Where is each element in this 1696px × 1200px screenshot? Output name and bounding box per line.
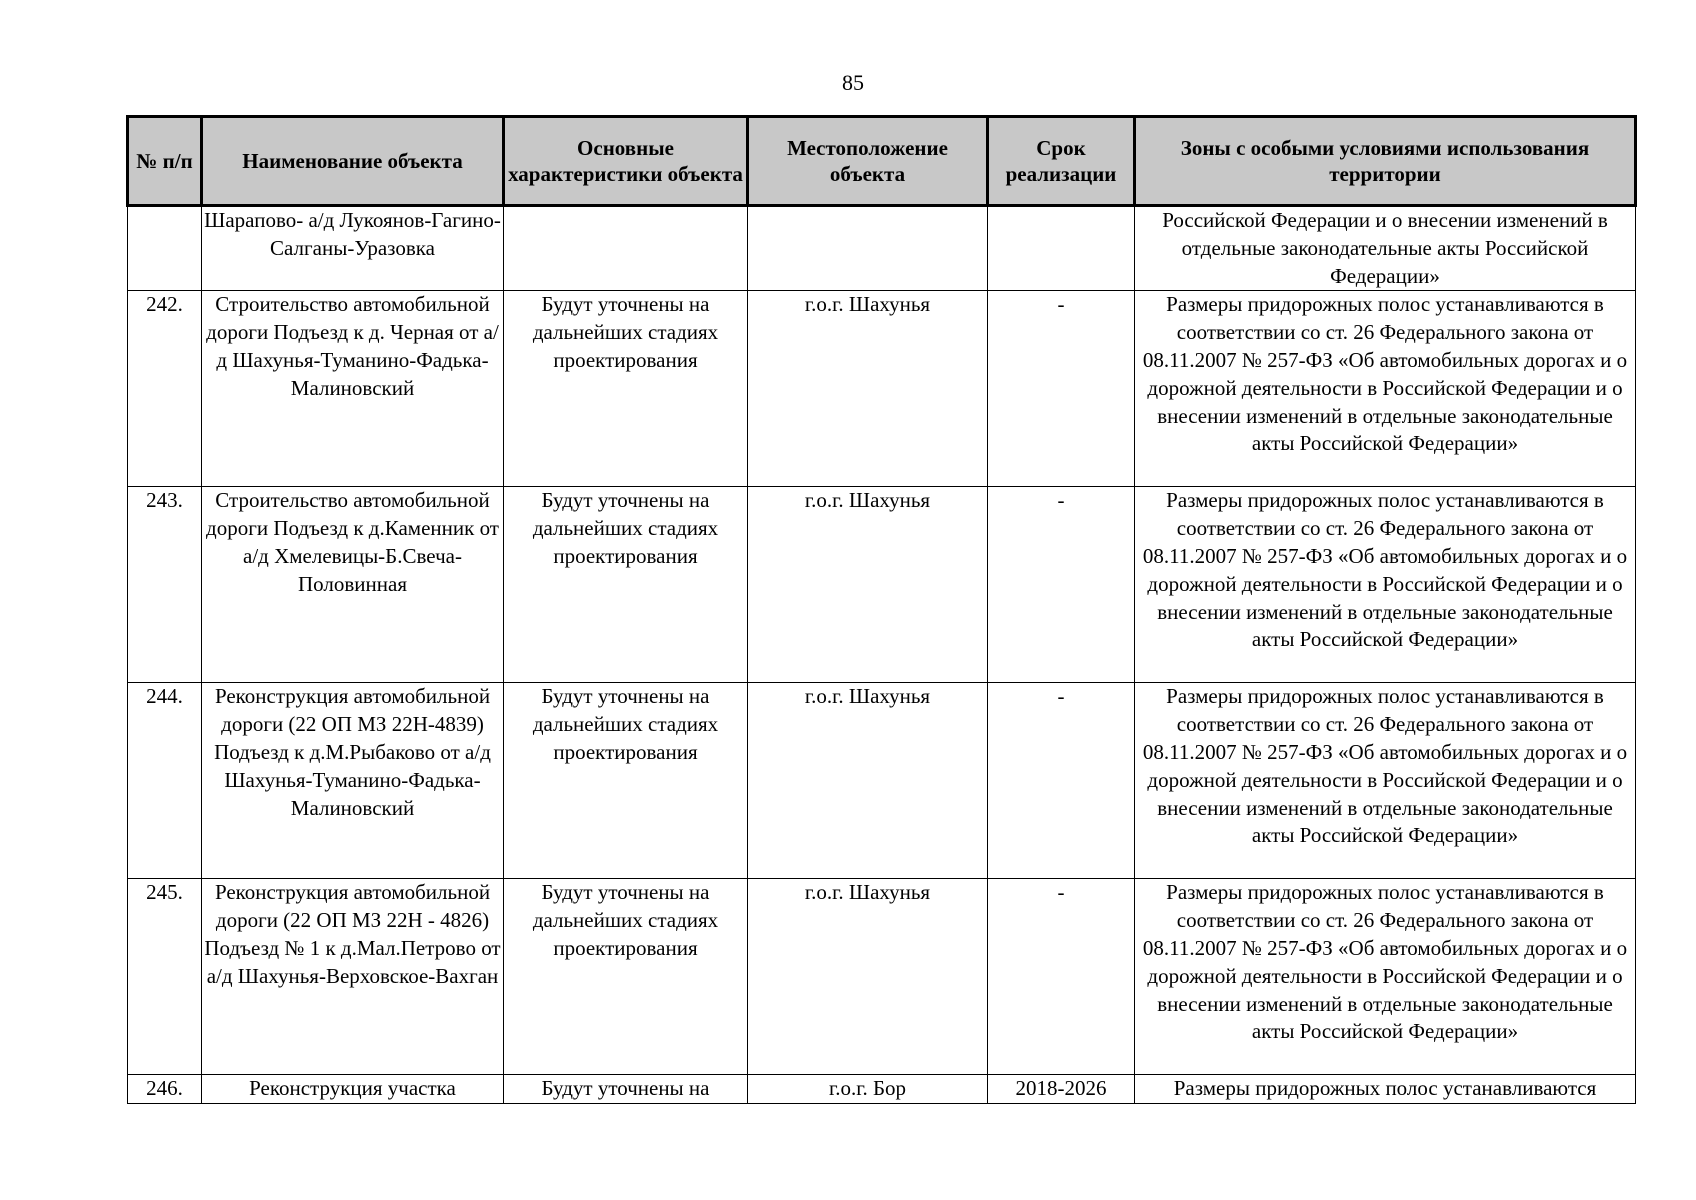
cell-num: 246. xyxy=(128,1075,202,1104)
cell-characteristics: Будут уточнены на дальнейших стадиях проектирования xyxy=(504,291,748,487)
header-term: Срок реализации xyxy=(988,117,1135,206)
cell-location: г.о.г. Шахунья xyxy=(748,487,988,683)
cell-name: Строительство автомобильной дороги Подъезд к д.Каменник от а/д Хмелевицы-Б.Свеча-Половинная xyxy=(202,487,504,683)
cell-term: 2018-2026 xyxy=(988,1075,1135,1104)
cell-location: г.о.г. Шахунья xyxy=(748,291,988,487)
table-row xyxy=(128,683,1636,879)
cell-num xyxy=(128,206,202,291)
cell-name: Шарапово- а/д Лукоянов-Гагино- Салганы-Уразовка xyxy=(202,206,504,291)
header-characteristics: Основные характеристики объекта xyxy=(504,117,748,206)
cell-characteristics: Будут уточнены на дальнейших стадиях проектирования xyxy=(504,487,748,683)
cell-term: - xyxy=(988,487,1135,683)
table-header-row xyxy=(128,117,1636,206)
header-num: № п/п xyxy=(128,117,202,206)
cell-num: 243. xyxy=(128,487,202,683)
cell-term xyxy=(988,206,1135,291)
cell-characteristics: Будут уточнены на xyxy=(504,1075,748,1104)
table-row xyxy=(128,1075,1636,1104)
cell-name: Строительство автомобильной дороги Подъезд к д. Черная от а/д Шахунья-Туманино-Фадька- Малиновский xyxy=(202,291,504,487)
header-location: Местоположение объекта xyxy=(748,117,988,206)
cell-num: 244. xyxy=(128,683,202,879)
cell-num: 245. xyxy=(128,879,202,1075)
cell-characteristics xyxy=(504,206,748,291)
cell-term: - xyxy=(988,879,1135,1075)
cell-name: Реконструкция автомобильной дороги (22 ОП МЗ 22Н-4839) Подъезд к д.М.Рыбаково от а/д Шахунья-Туманино-Фадька-Малиновский xyxy=(202,683,504,879)
cell-term: - xyxy=(988,291,1135,487)
table-row xyxy=(128,879,1636,1075)
objects-table xyxy=(126,115,1637,1104)
cell-zones: Российской Федерации и о внесении изменений в отдельные законодательные акты Российской Федерации» xyxy=(1135,206,1636,291)
cell-location xyxy=(748,206,988,291)
cell-characteristics: Будут уточнены на дальнейших стадиях проектирования xyxy=(504,879,748,1075)
cell-name: Реконструкция участка xyxy=(202,1075,504,1104)
table-row xyxy=(128,487,1636,683)
cell-characteristics: Будут уточнены на дальнейших стадиях проектирования xyxy=(504,683,748,879)
page-number: 85 xyxy=(842,70,864,95)
cell-zones: Размеры придорожных полос устанавливаются xyxy=(1135,1075,1636,1104)
cell-term: - xyxy=(988,683,1135,879)
cell-zones: Размеры придорожных полос устанавливаются в соответствии со ст. 26 Федерального закона от 08.11.2007 № 257-ФЗ «Об автомобильных дорогах и о дорожной деятельности в Российской Федерации и о внесении изменений в отдельные законодательные акты Российской Федерации» xyxy=(1135,291,1636,487)
header-name: Наименование объекта xyxy=(202,117,504,206)
cell-zones: Размеры придорожных полос устанавливаются в соответствии со ст. 26 Федерального закона от 08.11.2007 № 257-ФЗ «Об автомобильных дорогах и о дорожной деятельности в Российской Федерации и о внесении изменений в отдельные законодательные акты Российской Федерации» xyxy=(1135,879,1636,1075)
cell-location: г.о.г. Шахунья xyxy=(748,683,988,879)
cell-location: г.о.г. Бор xyxy=(748,1075,988,1104)
table-row xyxy=(128,291,1636,487)
table-row xyxy=(128,206,1636,291)
cell-zones: Размеры придорожных полос устанавливаются в соответствии со ст. 26 Федерального закона от 08.11.2007 № 257-ФЗ «Об автомобильных дорогах и о дорожной деятельности в Российской Федерации и о внесении изменений в отдельные законодательные акты Российской Федерации» xyxy=(1135,683,1636,879)
cell-name: Реконструкция автомобильной дороги (22 ОП МЗ 22Н - 4826) Подъезд № 1 к д.Мал.Петрово от а/д Шахунья-Верховское-Вахган xyxy=(202,879,504,1075)
cell-zones: Размеры придорожных полос устанавливаются в соответствии со ст. 26 Федерального закона от 08.11.2007 № 257-ФЗ «Об автомобильных дорогах и о дорожной деятельности в Российской Федерации и о внесении изменений в отдельные законодательные акты Российской Федерации» xyxy=(1135,487,1636,683)
cell-location: г.о.г. Шахунья xyxy=(748,879,988,1075)
header-zones: Зоны с особыми условиями использования территории xyxy=(1135,117,1636,206)
cell-num: 242. xyxy=(128,291,202,487)
